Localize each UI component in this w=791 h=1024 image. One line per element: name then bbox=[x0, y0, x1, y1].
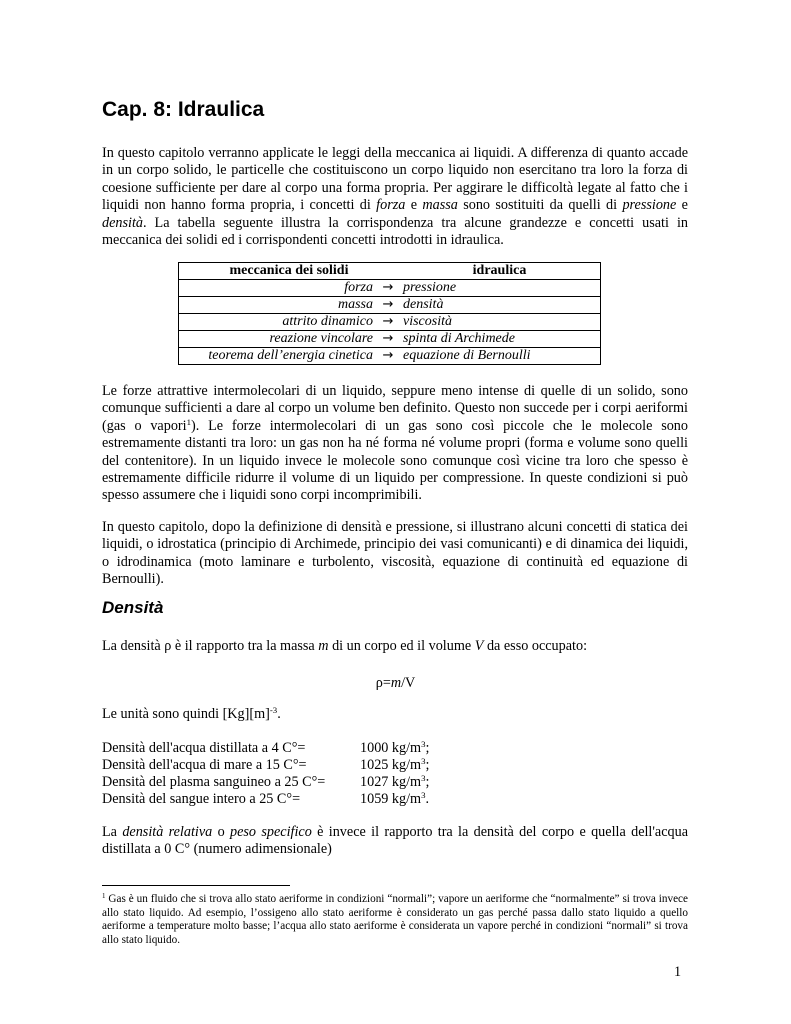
relative-term-1: densità relativa bbox=[122, 824, 213, 840]
density-number: 1000 kg/m bbox=[360, 740, 422, 756]
table-cell-hydraulic: spinta di Archimede bbox=[399, 331, 601, 348]
density-value bbox=[360, 740, 429, 757]
density-label: Densità del plasma sanguineo a 25 C°= bbox=[102, 774, 326, 790]
arrow-glyph: → bbox=[382, 348, 394, 363]
def-mass-symbol: m bbox=[318, 638, 329, 654]
density-label: Densità dell'acqua distillata a 4 C°= bbox=[102, 740, 306, 756]
formula-rho: ρ= bbox=[375, 675, 391, 691]
formula-m: m bbox=[390, 675, 402, 691]
footnote bbox=[102, 893, 688, 947]
arrow-right-icon bbox=[377, 314, 399, 331]
table-cell-solid: reazione vincolare bbox=[179, 331, 378, 348]
units-line bbox=[102, 706, 281, 723]
density-number: 1059 kg/m bbox=[360, 791, 422, 807]
density-formula bbox=[0, 675, 791, 692]
footnote-text: Gas è un fluido che si trova allo stato aeriforme in condizioni “normali”; vapore un aeriforme che “normalmente” si trova invece allo stato liquido. Ad esempio, l’ossigeno allo stato aeriforme è considerato un gas perché passa dallo stato liquido a quello aeriforme a temperature molto basse; l’acqua allo stato aeriforme è considerata un vapore perché in condizioni “normali” si trova allo stato liquido. bbox=[102, 893, 688, 946]
footnote-divider bbox=[102, 885, 290, 886]
density-value bbox=[360, 757, 429, 774]
table-cell-solid: teorema dell’energia cinetica bbox=[179, 348, 378, 365]
arrow-glyph: → bbox=[382, 280, 394, 295]
density-exponent: 3 bbox=[421, 756, 426, 767]
arrow-right-icon bbox=[377, 348, 399, 365]
relative-text-2: o bbox=[212, 824, 231, 840]
correspondence-table bbox=[178, 262, 601, 365]
arrow-glyph: → bbox=[382, 331, 394, 346]
arrow-glyph: → bbox=[382, 314, 394, 329]
arrow-right-icon bbox=[377, 297, 399, 314]
chapter-title: Cap. 8: Idraulica bbox=[102, 98, 265, 121]
arrow-right-icon bbox=[377, 331, 399, 348]
intro-massa: massa bbox=[422, 197, 458, 214]
section-title-densita: Densità bbox=[102, 598, 164, 617]
table-cell-hydraulic: viscosità bbox=[399, 314, 601, 331]
def-text-3: da esso occupato: bbox=[483, 638, 588, 654]
intro-text-1: In questo capitolo verranno applicate le leggi della meccanica ai liquidi. A differenza di quanto accade in un corpo solido, le particelle che costituiscono un corpo liquido non esercitano tra loro la forza di coesione sufficiente per dare al corpo una forma propria. Per aggirare le difficoltà legate al fatto che i liquidi non hanno forma propria, i concetti di bbox=[102, 145, 688, 214]
intro-pressione: pressione bbox=[622, 197, 677, 214]
density-number: 1027 kg/m bbox=[360, 774, 422, 790]
table-cell-solid: massa bbox=[179, 297, 378, 314]
intro-densita: densità bbox=[102, 214, 143, 231]
density-end: ; bbox=[425, 740, 430, 756]
relative-text-1: La bbox=[102, 824, 123, 840]
relative-term-2: peso specifico bbox=[230, 824, 312, 840]
table-header-left: meccanica dei solidi bbox=[179, 263, 400, 280]
density-exponent: 3 bbox=[421, 773, 426, 784]
formula-rest: /V bbox=[401, 675, 416, 691]
forces-paragraph bbox=[102, 383, 688, 505]
intro-text-2: e bbox=[405, 197, 423, 214]
density-label: Densità dell'acqua di mare a 15 C°= bbox=[102, 757, 307, 773]
def-text-2: di un corpo ed il volume bbox=[328, 638, 475, 654]
density-value bbox=[360, 774, 429, 791]
table-cell-hydraulic: densità bbox=[399, 297, 601, 314]
units-exponent: -3 bbox=[269, 705, 278, 716]
table-row bbox=[179, 280, 601, 297]
density-exponent: 3 bbox=[421, 790, 426, 801]
density-number: 1025 kg/m bbox=[360, 757, 422, 773]
chapter-overview-paragraph: In questo capitolo, dopo la definizione di densità e pressione, si illustrano alcuni concetti di statica dei liquidi, o idrostatica (principio di Archimede, principio dei vasi comunicanti) e di dinamica dei liquidi, o idrodinamica (moto laminare e turbolento, viscosità, equazione di continuità ed equazione di Bernoulli). bbox=[102, 519, 688, 588]
density-end: ; bbox=[425, 774, 430, 790]
table-row bbox=[179, 314, 601, 331]
intro-text-5: . La tabella seguente illustra la corrispondenza tra alcune grandezze e concetti usati in meccanica dei solidi ed i corrispondenti concetti introdotti in idraulica. bbox=[102, 214, 688, 249]
density-value bbox=[360, 791, 429, 808]
table-cell-solid: attrito dinamico bbox=[179, 314, 378, 331]
table-header-row bbox=[179, 263, 601, 280]
density-label: Densità del sangue intero a 25 C°= bbox=[102, 791, 301, 807]
para2-text-2: ). Le forze intermolecolari di un gas sono così piccole che le molecole sono estremamente distanti tra loro: un gas non ha né forma né volume propri (forma e volume sono quelli del contenitore). In un liquido invece le molecole sono comunque così vicine tra loro che spesso è estremamente difficile ridurre il volume di un liquido per compressione. In queste condizioni si può spesso assumere che i liquidi sono corpi incomprimibili. bbox=[102, 417, 688, 504]
table-row bbox=[179, 348, 601, 365]
table-header-right: idraulica bbox=[399, 263, 601, 280]
table-row bbox=[179, 297, 601, 314]
units-text: Le unità sono quindi [Kg][m] bbox=[102, 706, 270, 722]
relative-text-3: è invece il rapporto tra la densità del corpo e quella dell'acqua distillata a 0 C° (numero adimensionale) bbox=[102, 824, 689, 858]
table-cell-solid: forza bbox=[179, 280, 378, 297]
page-number: 1 bbox=[674, 964, 682, 980]
intro-forza: forza bbox=[376, 197, 406, 214]
density-end: ; bbox=[425, 757, 430, 773]
density-end: . bbox=[425, 791, 430, 807]
density-definition bbox=[102, 638, 587, 655]
table-cell-hydraulic: equazione di Bernoulli bbox=[399, 348, 601, 365]
footnote-ref[interactable]: 1 bbox=[186, 416, 191, 427]
intro-paragraph bbox=[102, 145, 688, 249]
para2-text-1: Le forze attrattive intermolecolari di un liquido, seppure meno intense di quelle di un solido, sono comunque sufficienti a dare al corpo un volume ben definito. Questo non succede per i corpi aeriformi (gas o vapori bbox=[102, 383, 688, 434]
arrow-glyph: → bbox=[382, 297, 394, 312]
units-end: . bbox=[277, 706, 281, 722]
relative-density-paragraph bbox=[102, 824, 688, 859]
density-exponent: 3 bbox=[421, 739, 426, 750]
table-cell-hydraulic: pressione bbox=[399, 280, 601, 297]
intro-text-4: e bbox=[676, 197, 688, 214]
def-text-1: La densità ρ è il rapporto tra la massa bbox=[102, 638, 319, 654]
footnote-marker: 1 bbox=[102, 892, 106, 901]
intro-text-3: sono sostituiti da quelli di bbox=[457, 197, 623, 214]
arrow-right-icon bbox=[377, 280, 399, 297]
table-row bbox=[179, 331, 601, 348]
def-volume-symbol: V bbox=[474, 638, 484, 654]
